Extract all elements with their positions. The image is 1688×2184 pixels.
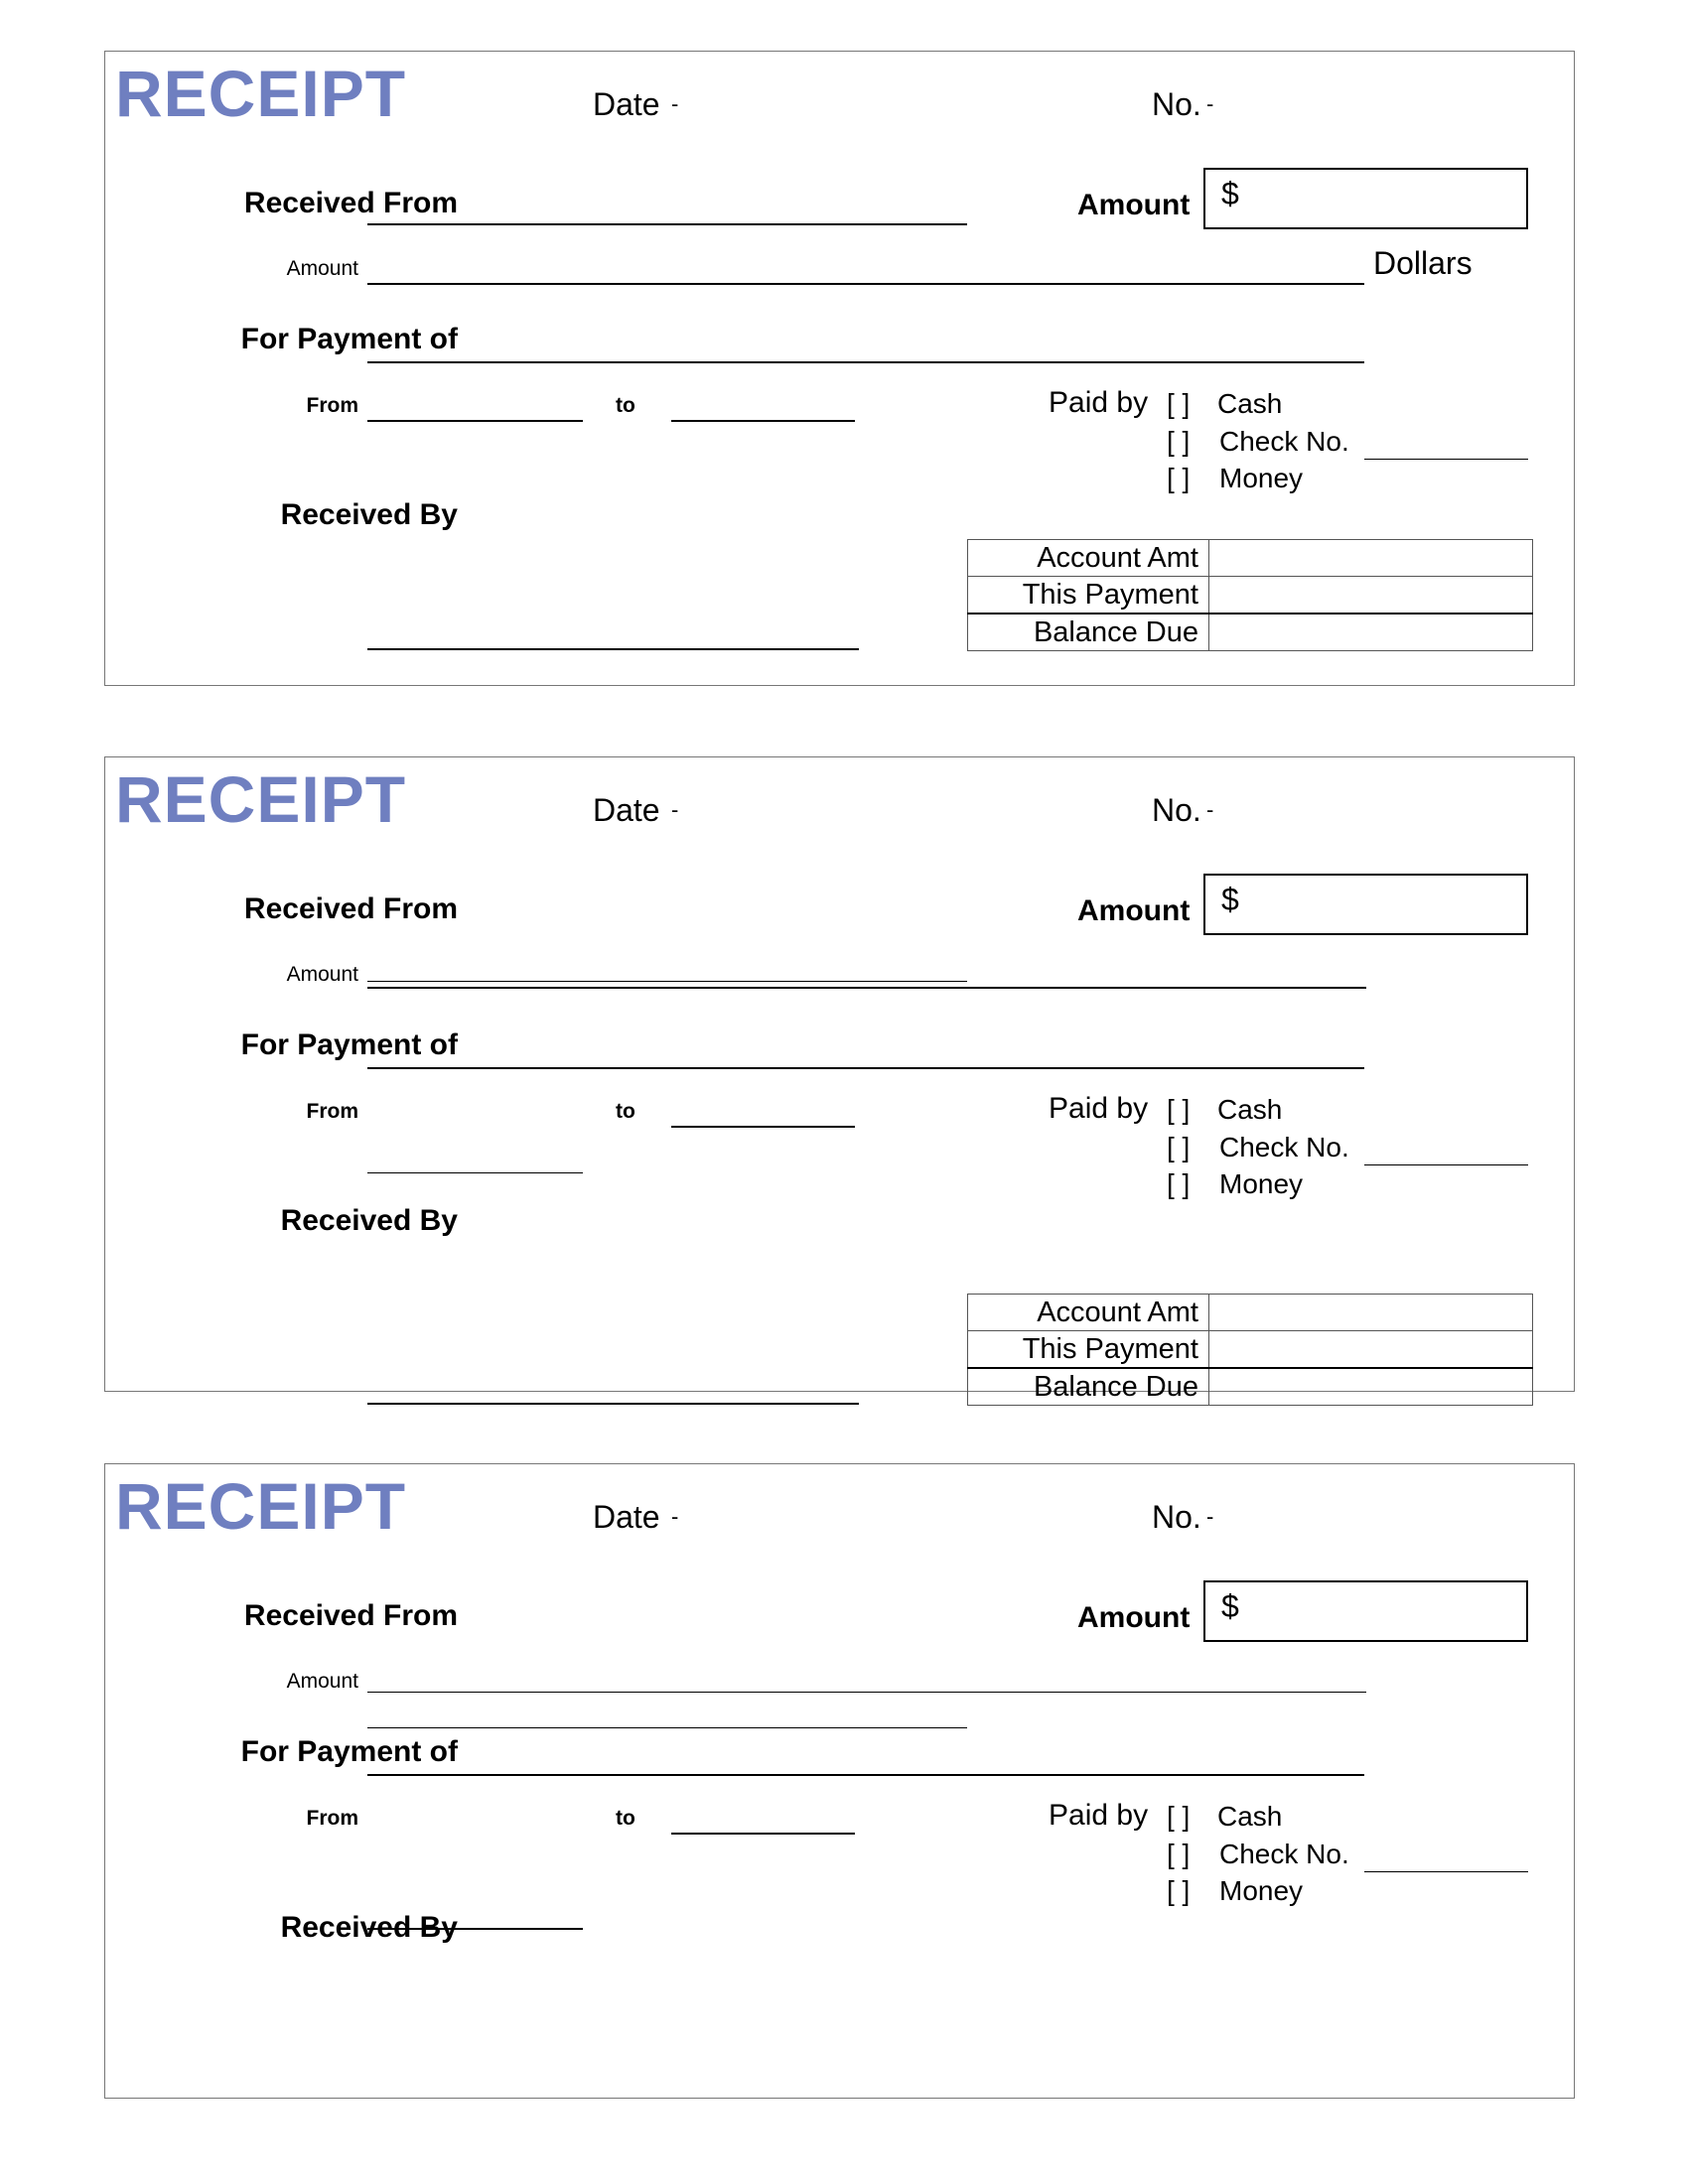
check-checkbox[interactable]: [ ] (1167, 1132, 1191, 1162)
to-field[interactable] (671, 1833, 855, 1835)
money-option: Money (1219, 463, 1304, 493)
to-field[interactable] (671, 420, 855, 422)
date-label: Date (593, 1499, 660, 1535)
money-option: Money (1219, 1875, 1304, 1906)
account-amt-field[interactable] (1209, 1295, 1533, 1331)
no-label: No. (1152, 86, 1201, 122)
from-label: From (306, 1100, 358, 1123)
balance-due-field[interactable] (1209, 614, 1533, 651)
check-number-field[interactable] (1364, 1871, 1528, 1872)
cash-option: Cash (1217, 1801, 1283, 1832)
check-checkbox[interactable]: [ ] (1167, 1839, 1191, 1869)
amount-words-label: Amount (286, 1670, 358, 1693)
for-payment-label: For Payment of (240, 1735, 458, 1768)
date-value[interactable]: - (671, 91, 679, 116)
for-payment-label: For Payment of (240, 1028, 458, 1061)
table-row (968, 614, 1533, 651)
amount-label: Amount (1077, 894, 1191, 927)
no-label: No. (1152, 1499, 1201, 1535)
received-from-label: Received From (243, 1599, 458, 1632)
cash-checkbox[interactable]: [ ] (1167, 1094, 1191, 1125)
amount-words-field[interactable] (367, 283, 1364, 285)
balance-due-label: Balance Due (968, 1368, 1209, 1406)
received-by-label: Received By (280, 1204, 458, 1237)
receipt-3 (104, 1463, 1575, 2099)
receipt-title: RECEIPT (115, 57, 407, 130)
to-label: to (616, 394, 635, 417)
this-payment-field[interactable] (1209, 1331, 1533, 1369)
currency-symbol: $ (1221, 882, 1239, 917)
no-value[interactable]: - (1206, 91, 1214, 116)
check-number-field[interactable] (1364, 1164, 1528, 1165)
check-option: Check No. (1219, 1839, 1349, 1869)
no-value[interactable]: - (1206, 1504, 1214, 1529)
amount-words-field[interactable] (367, 987, 1366, 989)
money-option: Money (1219, 1168, 1304, 1199)
money-checkbox[interactable]: [ ] (1167, 1168, 1191, 1199)
receipt-1 (104, 51, 1575, 686)
cash-checkbox[interactable]: [ ] (1167, 388, 1191, 419)
currency-symbol: $ (1221, 1588, 1239, 1624)
account-amt-label: Account Amt (968, 540, 1209, 577)
to-label: to (616, 1807, 635, 1830)
received-from-field[interactable] (367, 981, 967, 982)
from-label: From (306, 1807, 358, 1830)
for-payment-field[interactable] (367, 1774, 1364, 1776)
from-label: From (306, 394, 358, 417)
receipt-title: RECEIPT (115, 762, 407, 836)
money-checkbox[interactable]: [ ] (1167, 463, 1191, 493)
table-row (968, 1368, 1533, 1406)
received-from-field[interactable] (367, 1727, 967, 1728)
check-option: Check No. (1219, 426, 1349, 457)
no-value[interactable]: - (1206, 797, 1214, 822)
received-by-label: Received By (280, 498, 458, 531)
paid-by-label: Paid by (1049, 386, 1149, 419)
cash-checkbox[interactable]: [ ] (1167, 1801, 1191, 1832)
date-value[interactable]: - (671, 797, 679, 822)
to-label: to (616, 1100, 635, 1123)
for-payment-label: For Payment of (240, 323, 458, 355)
from-field[interactable] (367, 1172, 583, 1173)
check-option: Check No. (1219, 1132, 1349, 1162)
to-field[interactable] (671, 1126, 855, 1128)
table-row (968, 540, 1533, 577)
paid-by-label: Paid by (1049, 1092, 1149, 1125)
money-checkbox[interactable]: [ ] (1167, 1875, 1191, 1906)
no-label: No. (1152, 792, 1201, 828)
received-by-field[interactable] (367, 648, 859, 650)
check-checkbox[interactable]: [ ] (1167, 426, 1191, 457)
this-payment-field[interactable] (1209, 577, 1533, 614)
amount-words-field[interactable] (367, 1692, 1366, 1693)
receipt-2 (104, 756, 1575, 1403)
amount-label: Amount (1077, 1601, 1191, 1634)
account-amt-label: Account Amt (968, 1295, 1209, 1331)
received-from-label: Received From (243, 187, 458, 219)
date-label: Date (593, 86, 660, 122)
paid-by-label: Paid by (1049, 1799, 1149, 1832)
amount-box[interactable] (1203, 168, 1528, 229)
balance-table (967, 539, 1533, 651)
cash-option: Cash (1217, 388, 1283, 419)
received-from-label: Received From (243, 892, 458, 925)
amount-label: Amount (1077, 189, 1191, 221)
date-label: Date (593, 792, 660, 828)
cash-option: Cash (1217, 1094, 1283, 1125)
amount-words-label: Amount (286, 257, 358, 280)
for-payment-field[interactable] (367, 1067, 1364, 1069)
currency-symbol: $ (1221, 176, 1239, 211)
check-number-field[interactable] (1364, 459, 1528, 460)
dollars-label: Dollars (1373, 245, 1473, 281)
this-payment-label: This Payment (968, 577, 1209, 614)
received-by-field[interactable] (367, 1928, 583, 1930)
this-payment-label: This Payment (968, 1331, 1209, 1369)
table-row (968, 1331, 1533, 1369)
amount-box[interactable] (1203, 874, 1528, 935)
balance-due-label: Balance Due (968, 614, 1209, 651)
amount-box[interactable] (1203, 1580, 1528, 1642)
receipt-title: RECEIPT (115, 1469, 407, 1543)
amount-words-label: Amount (286, 963, 358, 986)
from-field[interactable] (367, 420, 583, 422)
received-by-label: Received By (280, 1911, 458, 1944)
account-amt-field[interactable] (1209, 540, 1533, 577)
date-value[interactable]: - (671, 1504, 679, 1529)
table-row (968, 577, 1533, 614)
table-row (968, 1295, 1533, 1331)
balance-due-field[interactable] (1209, 1368, 1533, 1406)
balance-table (967, 1294, 1533, 1406)
received-by-field[interactable] (367, 1403, 859, 1405)
for-payment-field[interactable] (367, 361, 1364, 363)
received-from-field[interactable] (367, 223, 967, 225)
